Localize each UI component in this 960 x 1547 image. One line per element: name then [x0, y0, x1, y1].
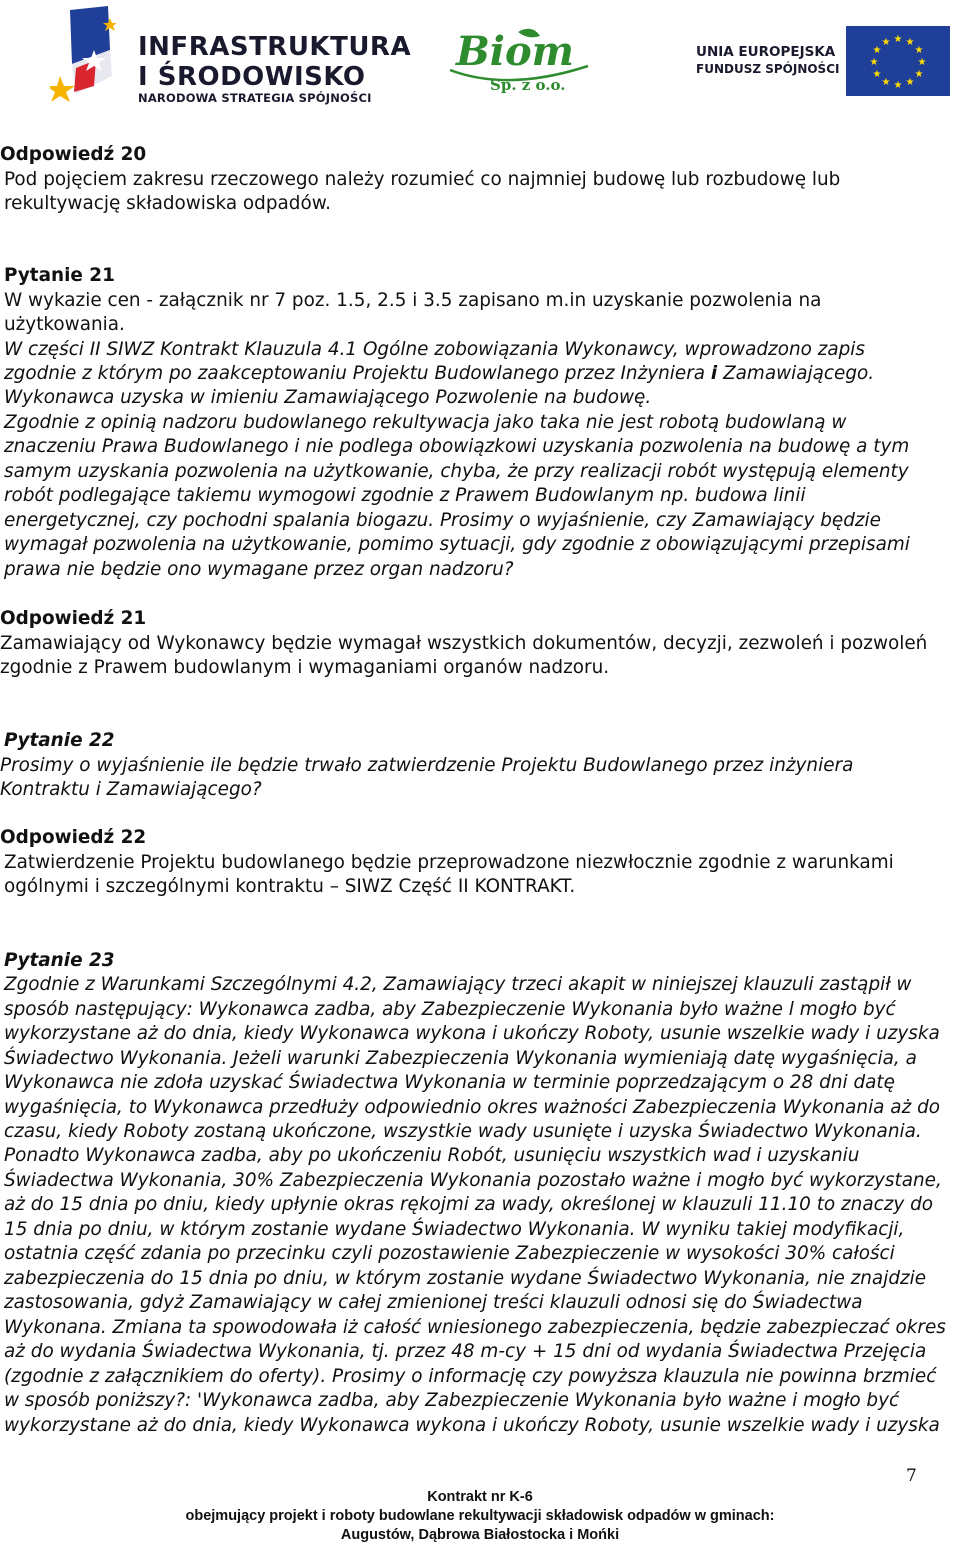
- eu-flag-icon: [846, 26, 950, 96]
- answer-22-text-2: ogólnymi i szczególnymi kontraktu – SIWZ Część II KONTRAKT.: [4, 876, 576, 897]
- infrastruktura-srodowisko-logo: [50, 6, 412, 106]
- question-23-text-5: Wykonawca nie zdoła uzyskać Świadectwa Wykonania w terminie poprzedzającym o 28 dni datę: [4, 1072, 895, 1093]
- question-21-text-10: energetycznej, czy pochodni spalania biogazu. Prosimy o wyjaśnienie, czy Zamawiający będzie: [4, 510, 881, 531]
- question-21-text-4: [4, 362, 874, 386]
- question-21-text-4c: Zamawiającego.: [723, 363, 875, 384]
- question-23-text-8: Ponadto Wykonawca zadba, aby po ukończeniu Robót, usunięciu wszystkich wad i uzyskaniu: [4, 1145, 860, 1166]
- question-22-text-2: Kontraktu i Zamawiającego?: [0, 779, 262, 800]
- answer-20-heading: Odpowiedź 20: [0, 144, 147, 165]
- biom-logo: [448, 26, 596, 100]
- question-23-text-9: Świadectwa Wykonania, 30% Zabezpieczenia Wykonania pozostało ważne i mogło być wykorzystane,: [4, 1170, 942, 1191]
- svg-text:★: ★: [869, 57, 879, 68]
- eu-cohesion-fund-logo: [696, 26, 952, 98]
- question-21-text-7: znaczeniu Prawa Budowlanego i nie podlega obowiązkowi uzyskania pozwolenia na budowę a tym: [4, 436, 910, 457]
- svg-text:★: ★: [914, 45, 924, 56]
- svg-text:★: ★: [893, 80, 903, 91]
- question-22-text-1: Prosimy o wyjaśnienie ile będzie trwało zatwierdzenie Projektu Budowlanego przez inżyniera: [0, 755, 854, 776]
- question-21-text-6: Zgodnie z opinią nadzoru budowlanego rekultywacja jako taka nie jest robotą budowlaną w: [4, 412, 847, 433]
- poland-star-emblem-icon: [50, 6, 134, 106]
- question-21-text-9: robót podlegające takiemu wymogowi zgodnie z Prawem Budowlanym np. budowa linii: [4, 485, 806, 506]
- answer-22-text-1: Zatwierdzenie Projektu budowlanego będzie przeprowadzone niezwłocznie zgodnie z warunkami: [4, 852, 894, 873]
- svg-text:★: ★: [914, 69, 924, 80]
- svg-text:★: ★: [905, 77, 915, 88]
- question-21-text-11: wymagał pozwolenia na użytkowanie, pomimo sytuacji, gdy zgodnie z obowiązującymi przepisami: [4, 534, 910, 555]
- page-header: [0, 0, 960, 112]
- question-21-heading: Pytanie 21: [4, 265, 115, 286]
- answer-20-text-2: rekultywację składowiska odpadów.: [4, 193, 331, 214]
- question-23-text-4: Świadectwo Wykonania. Jeżeli warunki Zabezpieczenia Wykonania wymieniają datę wygaśnięcia, a: [4, 1048, 917, 1069]
- svg-text:★: ★: [872, 45, 882, 56]
- footer-contract-scope: obejmujący projekt i roboty budowlane rekultywacji składowisk odpadów w gminach:: [185, 1508, 775, 1524]
- svg-text:★: ★: [905, 37, 915, 48]
- question-23-text-18: w sposób poniższy?: 'Wykonawca zadba, aby Zabezpieczenie Wykonania było ważne i mogło być: [4, 1390, 900, 1411]
- answer-21-text-1: Zamawiający od Wykonawcy będzie wymagał wszystkich dokumentów, decyzji, zezwoleń i pozwoleń: [0, 633, 928, 654]
- question-21-text-4a: zgodnie z którym po zaakceptowaniu Projektu Budowlanego przez Inżyniera: [4, 363, 706, 384]
- question-23-text-11: 15 dnia po dniu, w którym zostanie wydane Świadectwo Wykonania. W wyniku takiej modyfikacji,: [4, 1219, 905, 1240]
- question-23-text-3: wykorzystane aż do dnia, kiedy Wykonawca wykona i ukończy Roboty, usunie wszelkie wady i uzyska: [4, 1023, 940, 1044]
- question-23-text-19: wykorzystane aż do dnia, kiedy Wykonawca wykona i ukończy Roboty, usunie wszelkie wady i uzyska: [4, 1415, 940, 1436]
- question-23-text-2: sposób następujący: Wykonawca zadba, aby Zabezpieczenie Wykonania było ważne l mogło być: [4, 999, 896, 1020]
- logo-right-line2: FUNDUSZ SPÓJNOŚCI: [696, 62, 840, 76]
- svg-text:★: ★: [872, 69, 882, 80]
- answer-22-heading: Odpowiedź 22: [0, 827, 147, 848]
- svg-text:★: ★: [881, 37, 891, 48]
- svg-text:★: ★: [917, 57, 927, 68]
- page-footer: [0, 1462, 960, 1547]
- svg-text:★: ★: [893, 34, 903, 45]
- question-23-text-12: ostatnia część zdania po przecinku czyli pozostawienie Zabezpieczenie w wysokości 30% całości: [4, 1243, 895, 1264]
- footer-municipalities: Augustów, Dąbrowa Białostocka i Mońki: [340, 1527, 620, 1543]
- question-23-text-16: aż do wydania Świadectwa Wykonania, tj. przez 48 m-cy + 15 dni od wydania Świadectwa Przejęcia: [4, 1341, 927, 1362]
- question-23-text-6: wygaśnięcia, to Wykonawca przedłuży odpowiednio okres ważności Zabezpieczenia Wykonania aż do: [4, 1097, 940, 1118]
- answer-21-heading: Odpowiedź 21: [0, 608, 147, 629]
- question-23-text-10: aż do 15 dnia po dniu, kiedy upłynie okras rękojmi za wady, określonej w klauzuli 11.10 to znaczy do: [4, 1194, 934, 1215]
- question-21-text-5: Wykonawca uzyska w imieniu Zamawiającego Pozwolenie na budowę.: [4, 387, 652, 408]
- question-23-heading: Pytanie 23: [4, 950, 115, 971]
- logo-left-line2: I ŚRODOWISKO: [138, 62, 366, 92]
- logo-left-line3: NARODOWA STRATEGIA SPÓJNOŚCI: [138, 91, 372, 105]
- page-number: 7: [906, 1466, 917, 1486]
- question-23-text-14: zastosowania, gdyż Zamawiający w całej zmienionej treści klauzuli odnosi się do Świadectwa: [4, 1292, 863, 1313]
- logo-left-line1: INFRASTRUKTURA: [138, 32, 412, 62]
- svg-text:★: ★: [881, 77, 891, 88]
- question-22-heading: Pytanie 22: [4, 730, 115, 751]
- question-23-text-13: zabezpieczenia do 15 dnia po dniu, w którym zostanie wydane Świadectwo Wykonania, nie znajdzie: [4, 1268, 927, 1289]
- question-23-text-7: czasu, kiedy Roboty zostaną ukończone, wszystkie wady usunięte i uzyska Świadectwo Wykonania.: [4, 1121, 922, 1142]
- question-21-text-12: prawa nie będzie ono wymagane przez organ nadzoru?: [4, 559, 514, 580]
- question-21-text-1: W wykazie cen - załącznik nr 7 poz. 1.5, 2.5 i 3.5 zapisano m.in uzyskanie pozwolenia na: [4, 290, 822, 311]
- footer-contract-number: Kontrakt nr K-6: [427, 1489, 533, 1505]
- logo-right-line1: UNIA EUROPEJSKA: [696, 44, 836, 60]
- question-21-text-8: samym uzyskania pozwolenia na użytkowanie, chyba, że przy realizacji robót występują elementy: [4, 461, 909, 482]
- question-21-text-4b: i: [710, 363, 718, 384]
- biom-logo-sub: Sp. z o.o.: [490, 76, 566, 94]
- question-23-text-1: Zgodnie z Warunkami Szczególnymi 4.2, Zamawiający trzeci akapit w niniejszej klauzuli zastąpił w: [4, 974, 912, 995]
- answer-21-text-2: zgodnie z Prawem budowlanym i wymaganiami organów nadzoru.: [0, 657, 610, 678]
- question-23-text-17: (zgodnie z załącznikiem do oferty). Prosimy o informację czy powyższa klauzula nie powinna brzmieć: [4, 1366, 937, 1387]
- question-21-text-3: W części II SIWZ Kontrakt Klauzula 4.1 Ogólne zobowiązania Wykonawcy, wprowadzono zapis: [4, 339, 865, 360]
- question-23-text-15: Wykonana. Zmiana ta spowodowała iż całość wniesionego zabezpieczenia, będzie zabezpieczać okres: [4, 1317, 946, 1338]
- question-21-text-2: użytkowania.: [4, 314, 125, 335]
- biom-logo-word: Biom: [456, 28, 575, 75]
- answer-20-text-1: Pod pojęciem zakresu rzeczowego należy rozumieć co najmniej budowę lub rozbudowę lub: [4, 169, 841, 190]
